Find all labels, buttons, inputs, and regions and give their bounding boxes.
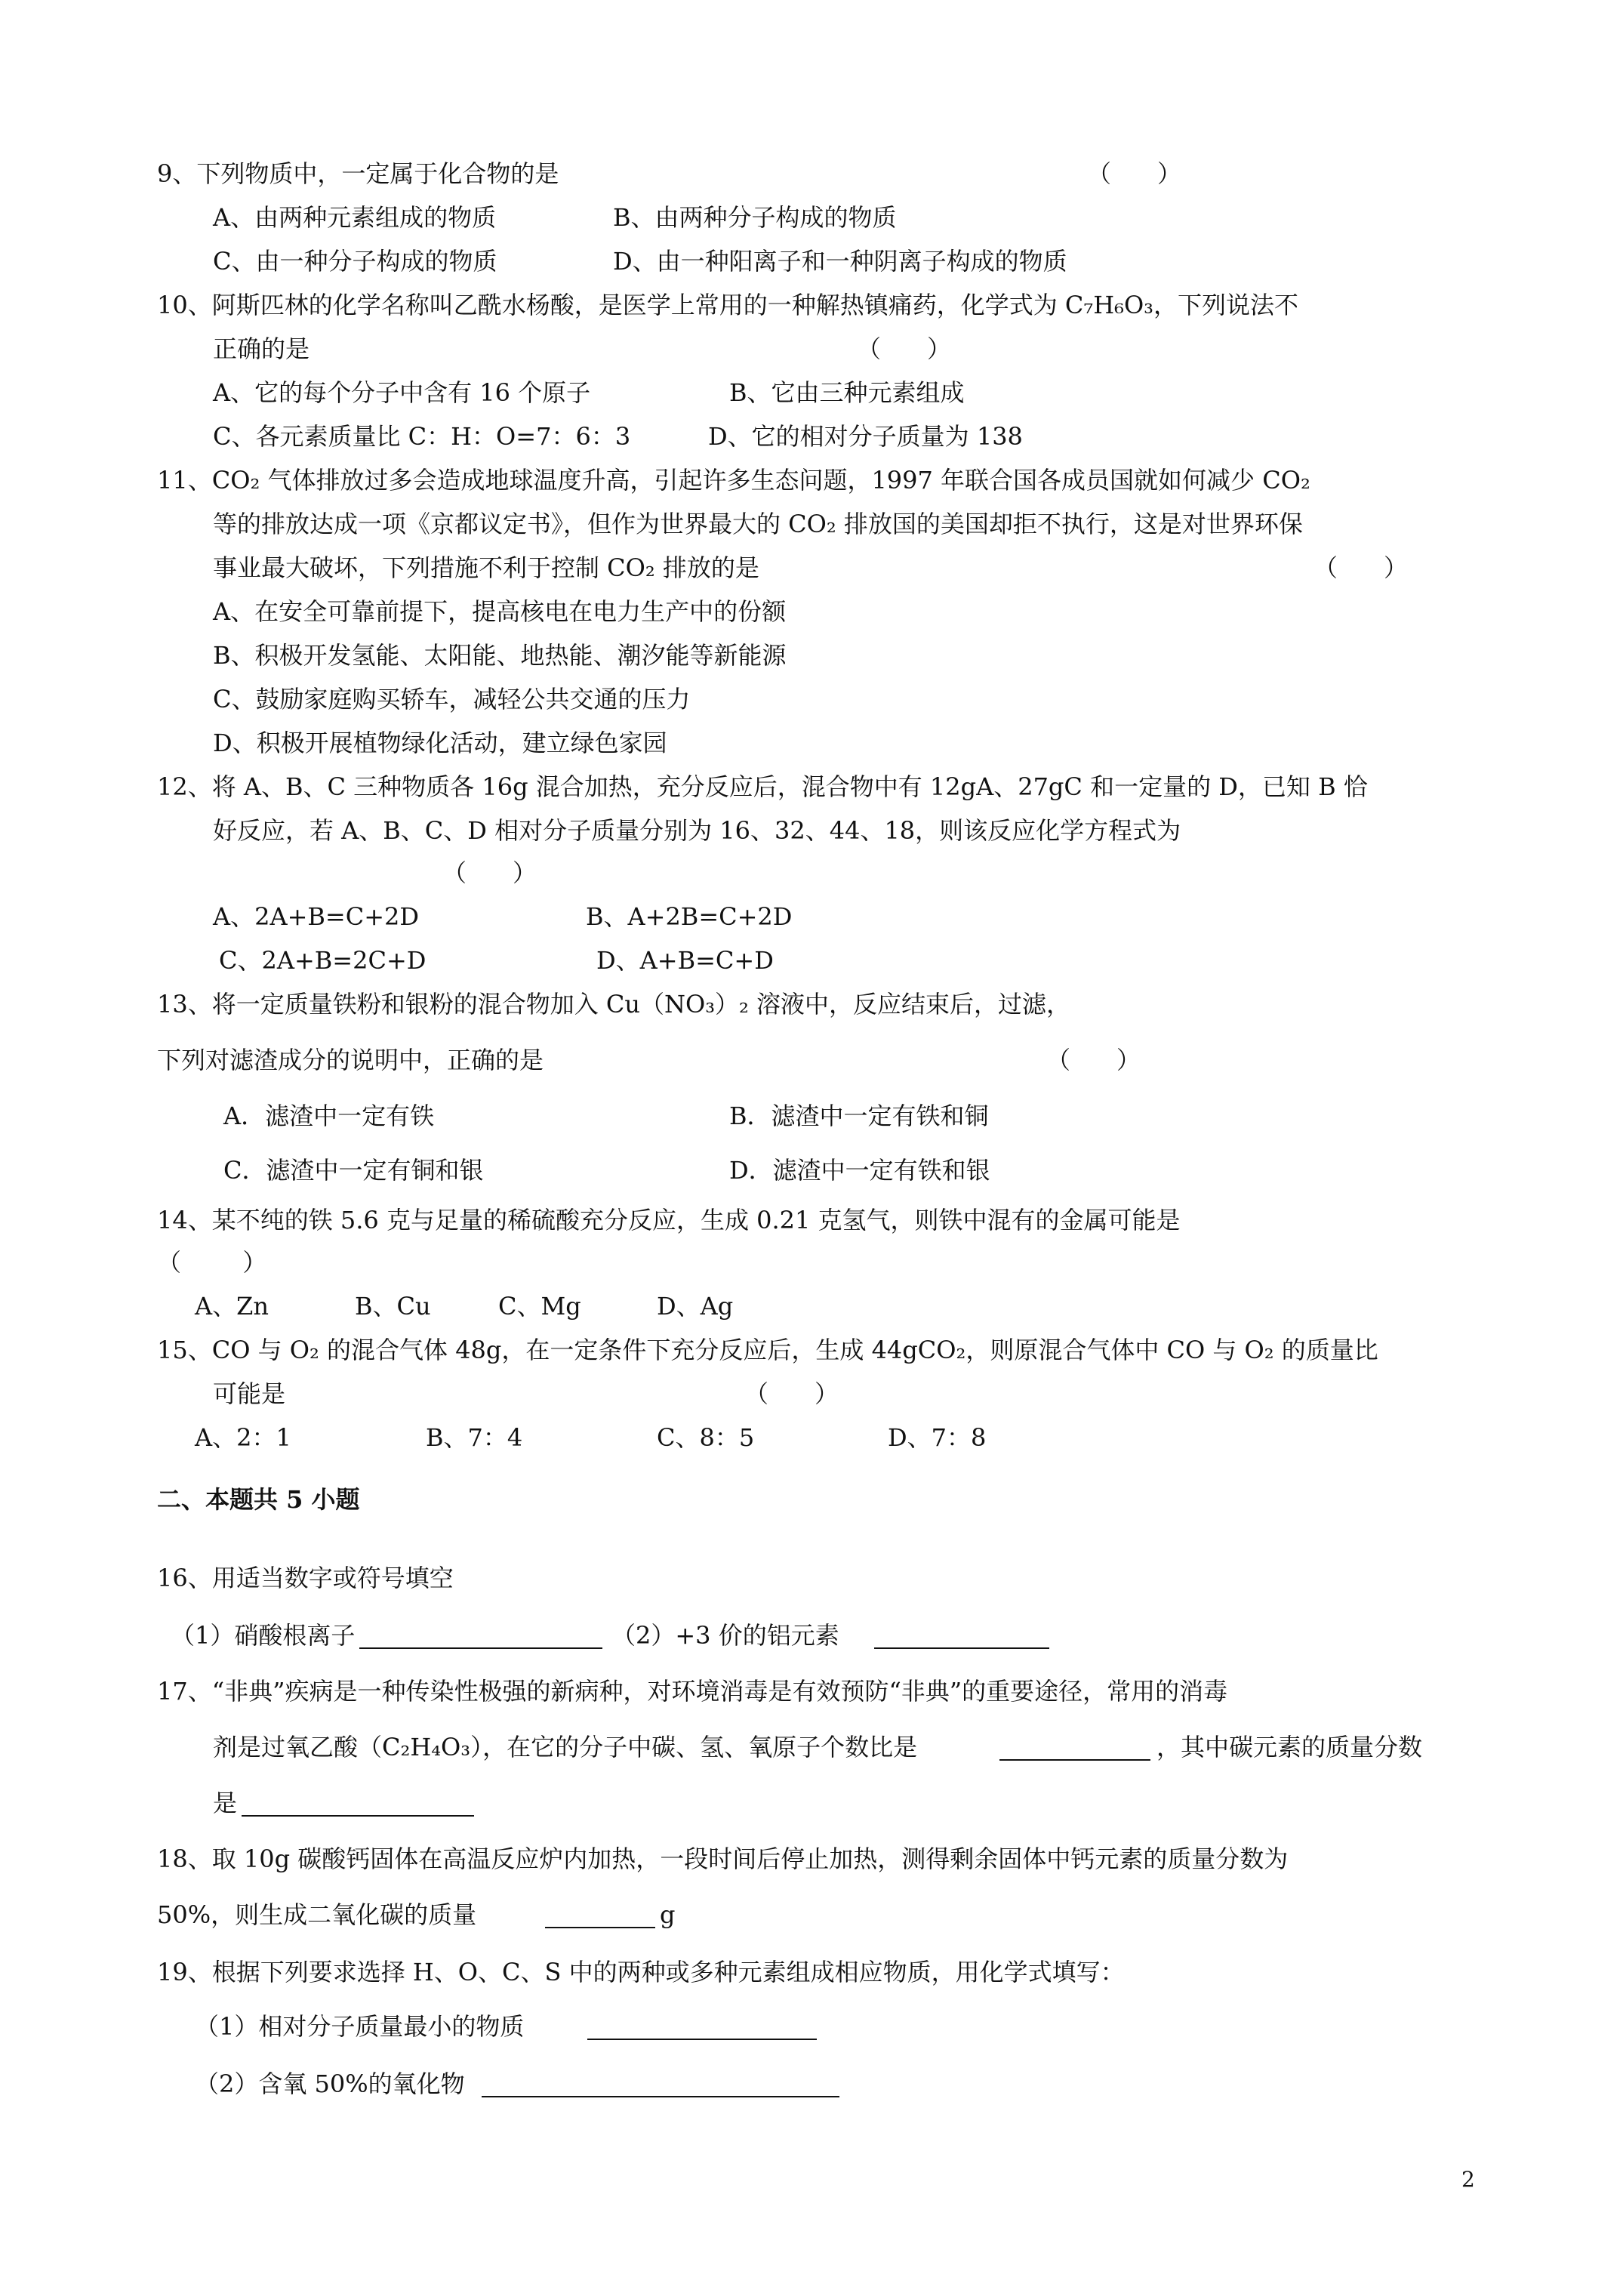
- q10-option-a: A、它的每个分子中含有 16 个原子: [213, 378, 591, 407]
- q10-option-c: C、各元素质量比 C：H：O=7：6：3: [213, 422, 631, 451]
- q12-option-c: C、2A+B=2C+D: [219, 946, 427, 975]
- q10-stem-line2: 正确的是: [213, 334, 310, 363]
- q11-option-d: D、积极开展植物绿化活动，建立绿色家园: [213, 729, 667, 757]
- q9-option-c: C、由一种分子构成的物质: [213, 247, 497, 276]
- q12-stem-line2: 好反应，若 A、B、C、D 相对分子质量分别为 16、32、44、18，则该反应化学方程式为: [213, 816, 1181, 845]
- q11-option-a: A、在安全可靠前提下，提高核电在电力生产中的份额: [213, 597, 787, 626]
- q18-stem-line2a: 50%，则生成二氧化碳的质量: [157, 1900, 477, 1929]
- q19-stem: 19、根据下列要求选择 H、O、C、S 中的两种或多种元素组成相应物质，用化学式填写：: [157, 1958, 1125, 1986]
- q15-option-b: B、7：4: [426, 1423, 523, 1452]
- page-number: 2: [1461, 2167, 1475, 2192]
- q18-co2-mass-answer-blank[interactable]: [545, 1925, 655, 1928]
- q12-answer-bracket[interactable]: （ ）: [442, 858, 537, 887]
- q10-answer-bracket[interactable]: （ ）: [857, 334, 952, 363]
- q11-option-b: B、积极开发氢能、太阳能、地热能、潮汐能等新能源: [213, 641, 787, 670]
- q13-stem-line1: 13、将一定质量铁粉和银粉的混合物加入 Cu（NO₃）₂ 溶液中，反应结束后，过滤，: [157, 990, 1071, 1019]
- q10-option-b: B、它由三种元素组成: [729, 378, 965, 407]
- q12-option-b: B、A+2B=C+2D: [586, 902, 793, 931]
- q15-option-d: D、7：8: [888, 1423, 987, 1452]
- q11-option-c: C、鼓励家庭购买轿车，减轻公共交通的压力: [213, 685, 691, 713]
- q16-part2-answer-blank[interactable]: [874, 1646, 1049, 1649]
- q11-stem-line1: 11、CO₂ 气体排放过多会造成地球温度升高，引起许多生态问题，1997 年联合国各成员国就如何减少 CO₂: [157, 466, 1310, 495]
- q10-stem-line1: 10、阿斯匹林的化学名称叫乙酰水杨酸，是医学上常用的一种解热镇痛药，化学式为 C₇H₆O₃，下列说法不: [157, 291, 1299, 319]
- q19-part2-label: （2）含氧 50%的氧化物: [195, 2069, 465, 2098]
- q19-part2-answer-blank[interactable]: [482, 2094, 839, 2097]
- q9-option-a: A、由两种元素组成的物质: [213, 203, 497, 232]
- q17-stem-line2b: ，其中碳元素的质量分数: [1156, 1733, 1423, 1761]
- q14-answer-bracket[interactable]: （ ）: [157, 1248, 267, 1277]
- q17-mass-fraction-answer-blank[interactable]: [242, 1814, 474, 1817]
- q13-option-b: B．滤渣中一定有铁和铜: [729, 1102, 989, 1130]
- q14-option-c: C、Mg: [498, 1292, 581, 1321]
- q17-ratio-answer-blank[interactable]: [999, 1758, 1150, 1761]
- q9-answer-bracket[interactable]: （ ）: [1087, 159, 1182, 188]
- q13-answer-bracket[interactable]: （ ）: [1046, 1046, 1141, 1074]
- q18-unit: g: [660, 1900, 676, 1929]
- q17-stem-line1: 17、“非典”疾病是一种传染性极强的新病种，对环境消毒是有效预防“非典”的重要途径，常用的消毒: [157, 1677, 1228, 1706]
- q13-option-d: D．滤渣中一定有铁和银: [729, 1156, 990, 1185]
- q9-option-d: D、由一种阳离子和一种阴离子构成的物质: [613, 247, 1067, 276]
- q16-part1-answer-blank[interactable]: [359, 1646, 602, 1649]
- q12-option-a: A、2A+B=C+2D: [213, 902, 420, 931]
- q15-answer-bracket[interactable]: （ ）: [744, 1379, 839, 1408]
- q15-stem-line2: 可能是: [213, 1379, 286, 1408]
- q11-answer-bracket[interactable]: （ ）: [1313, 553, 1409, 582]
- q14-option-b: B、Cu: [355, 1292, 431, 1321]
- q9-option-b: B、由两种分子构成的物质: [613, 203, 897, 232]
- q12-stem-line1: 12、将 A、B、C 三种物质各 16g 混合加热，充分反应后，混合物中有 12gA、27gC 和一定量的 D，已知 B 恰: [157, 772, 1368, 801]
- q15-option-c: C、8：5: [657, 1423, 755, 1452]
- section-2-title: 二、本题共 5 小题: [157, 1485, 360, 1514]
- q9-stem: 9、下列物质中，一定属于化合物的是: [157, 159, 559, 188]
- q14-option-a: A、Zn: [195, 1292, 269, 1321]
- q15-stem-line1: 15、CO 与 O₂ 的混合气体 48g，在一定条件下充分反应后，生成 44gCO₂，则原混合气体中 CO 与 O₂ 的质量比: [157, 1336, 1378, 1364]
- q17-stem-line3: 是: [213, 1789, 238, 1817]
- q13-option-c: C．滤渣中一定有铜和银: [223, 1156, 484, 1185]
- q14-stem-line1: 14、某不纯的铁 5.6 克与足量的稀硫酸充分反应，生成 0.21 克氢气，则铁中混有的金属可能是: [157, 1206, 1181, 1234]
- q13-option-a: A．滤渣中一定有铁: [223, 1102, 435, 1130]
- q15-option-a: A、2：1: [195, 1423, 291, 1452]
- q16-part1-label: （1）硝酸根离子: [171, 1621, 356, 1650]
- q13-stem-line2: 下列对滤渣成分的说明中，正确的是: [157, 1046, 544, 1074]
- q12-option-d: D、A+B=C+D: [596, 946, 774, 975]
- q11-stem-line3: 事业最大破坏，下列措施不利于控制 CO₂ 排放的是: [213, 553, 759, 582]
- q10-option-d: D、它的相对分子质量为 138: [708, 422, 1023, 451]
- q11-stem-line2: 等的排放达成一项《京都议定书》，但作为世界最大的 CO₂ 排放国的美国却拒不执行，这是对世界环保: [213, 510, 1303, 538]
- q19-part1-answer-blank[interactable]: [587, 2037, 817, 2040]
- q16-part2-label: （2）+3 价的铝元素: [611, 1621, 839, 1650]
- q18-stem-line1: 18、取 10g 碳酸钙固体在高温反应炉内加热，一段时间后停止加热，测得剩余固体中钙元素的质量分数为: [157, 1845, 1289, 1873]
- q14-option-d: D、Ag: [657, 1292, 734, 1321]
- q19-part1-label: （1）相对分子质量最小的物质: [195, 2012, 525, 2041]
- q16-stem: 16、用适当数字或符号填空: [157, 1564, 454, 1592]
- q17-stem-line2a: 剂是过氧乙酸（C₂H₄O₃），在它的分子中碳、氢、氧原子个数比是: [213, 1733, 918, 1761]
